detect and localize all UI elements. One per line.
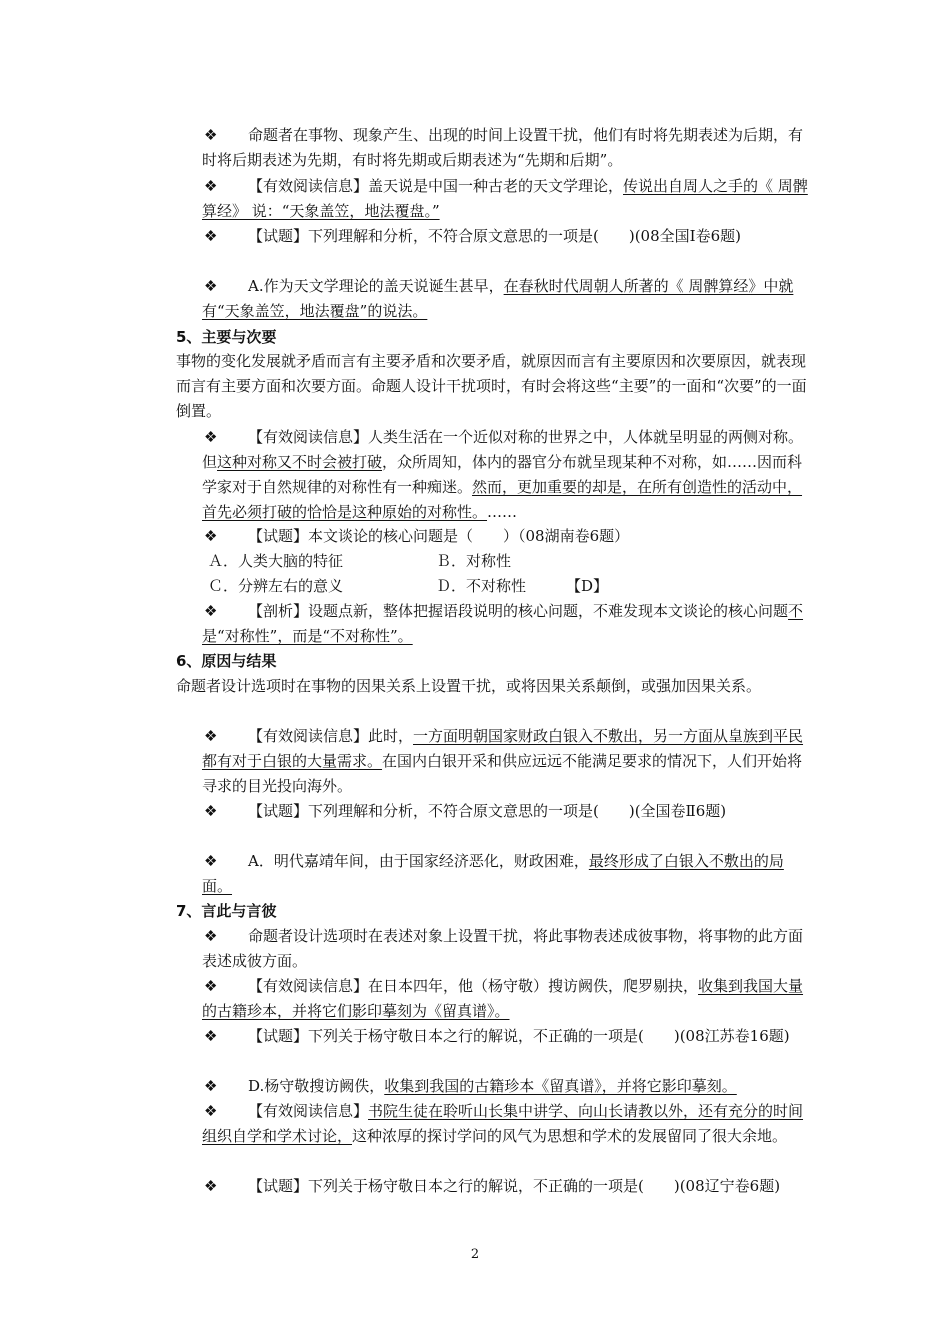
answer-block-1: ❖ A.作为天文学理论的盖天说诞生甚早，在春秋时代周朝人所著的《 周髀算经》中就有“天象盖笠，地法覆盘”的说法。 bbox=[202, 274, 812, 324]
option-d: Ｄ．不对称性 bbox=[436, 577, 527, 595]
option-c: Ｃ．分辨左右的意义 bbox=[208, 577, 344, 595]
bullet-icon: ❖ bbox=[204, 802, 218, 820]
bullet-icon: ❖ bbox=[204, 977, 218, 995]
bullet-icon: ❖ bbox=[204, 227, 218, 245]
section-heading-6: 6、原因与结果 bbox=[176, 652, 277, 670]
question-block-symmetry: ❖ 【试题】本文谈论的核心问题是（ ）（08湖南卷6题） bbox=[202, 524, 812, 549]
paragraph-object-interference: ❖ 命题者设计选项时在表述对象上设置干扰，将此事物表述成彼事物，将事物的此方面表述成彼方面。 bbox=[202, 924, 812, 974]
answer-block-silver: ❖ A．明代嘉靖年间，由于国家经济恶化，财政困难，最终形成了白银入不敷出的局面。 bbox=[202, 849, 812, 899]
option-b: Ｂ．对称性 bbox=[436, 552, 512, 570]
info-block-yang: ❖ 【有效阅读信息】在日本四年，他（杨守敬）搜访阙佚，爬罗剔抉，收集到我国大量的古籍珍本，并将它们影印摹刻为《留真谱》。 bbox=[202, 974, 812, 1024]
bullet-icon: ❖ bbox=[204, 527, 218, 545]
info-block-gaitian: ❖ 【有效阅读信息】盖天说是中国一种古老的天文学理论，传说出自周人之手的《 周髀算经》 说：“天象盖笠，地法覆盘。” bbox=[202, 174, 812, 224]
bullet-icon: ❖ bbox=[204, 126, 218, 144]
bullet-icon: ❖ bbox=[204, 852, 218, 870]
paragraph-time-interference: ❖ 命题者在事物、现象产生、出现的时间上设置干扰，他们有时将先期表述为后期，有时将后期表述为先期，有时将先期或后期表述为“先期和后期”。 bbox=[202, 123, 812, 173]
bullet-icon: ❖ bbox=[204, 1102, 218, 1120]
answer-block-d: ❖ D.杨守敬搜访阙佚，收集到我国的古籍珍本《留真谱》，并将它影印摹刻。 bbox=[202, 1074, 812, 1099]
section-5-intro: 事物的变化发展就矛盾而言有主要矛盾和次要矛盾，就原因而言有主要原因和次要原因，就表现而言有主要方面和次要方面。命题人设计干扰项时，有时会将这些“主要”的一面和“次要”的一面倒置。 bbox=[176, 352, 807, 420]
question-block-liaoning: ❖ 【试题】下列关于杨守敬日本之行的解说，不正确的一项是( )(08辽宁卷6题) bbox=[202, 1174, 812, 1199]
question-block-1: ❖ 【试题】下列理解和分析，不符合原文意思的一项是( )(08全国Ⅰ卷6题) bbox=[202, 224, 812, 249]
info-block-silver: ❖ 【有效阅读信息】此时，一方面明朝国家财政白银入不敷出，另一方面从皇族到平民都有对于白银的大量需求。在国内白银开采和供应远远不能满足要求的情况下，人们开始将寻求的目光投向海外。 bbox=[202, 724, 812, 799]
answer-label: 【D】 bbox=[566, 577, 609, 595]
question-block-silver: ❖ 【试题】下列理解和分析，不符合原文意思的一项是( )(全国卷Ⅱ6题) bbox=[202, 799, 812, 824]
bullet-icon: ❖ bbox=[204, 428, 218, 446]
bullet-icon: ❖ bbox=[204, 1077, 218, 1095]
bullet-icon: ❖ bbox=[204, 177, 218, 195]
page-number: 2 bbox=[470, 1247, 480, 1262]
bullet-icon: ❖ bbox=[204, 277, 218, 295]
analysis-block: ❖ 【剖析】设题点新，整体把握语段说明的核心问题，不难发现本文谈论的核心问题不是“对称性”，而是“不对称性”。 bbox=[202, 599, 812, 649]
option-a: Ａ．人类大脑的特征 bbox=[208, 552, 344, 570]
section-heading-7: 7、言此与言彼 bbox=[176, 902, 277, 920]
section-6-intro: 命题者设计选项时在事物的因果关系上设置干扰，或将因果关系颠倒，或强加因果关系。 bbox=[176, 677, 762, 695]
section-heading-5: 5、主要与次要 bbox=[176, 328, 277, 346]
bullet-icon: ❖ bbox=[204, 1177, 218, 1195]
bullet-icon: ❖ bbox=[204, 602, 218, 620]
info-block-academy: ❖ 【有效阅读信息】书院生徒在聆听山长集中讲学、向山长请教以外，还有充分的时间组织自学和学术讨论，这种浓厚的探讨学问的风气为思想和学术的发展留同了很大余地。 bbox=[202, 1099, 812, 1149]
bullet-icon: ❖ bbox=[204, 727, 218, 745]
question-block-jiangsu: ❖ 【试题】下列关于杨守敬日本之行的解说，不正确的一项是( )(08江苏卷16题) bbox=[202, 1024, 812, 1049]
bullet-icon: ❖ bbox=[204, 927, 218, 945]
bullet-icon: ❖ bbox=[204, 1027, 218, 1045]
info-block-symmetry: ❖ 【有效阅读信息】人类生活在一个近似对称的世界之中，人体就呈明显的两侧对称。但这种对称又不时会被打破，众所周知，体内的器官分布就呈现某种不对称，如……因而科学家对于自然规律的对称性有一种痴迷。然而，更加重要的却是，在所有创造性的活动中，首先必须打破的恰恰是这种原始的对称性。…… bbox=[202, 425, 812, 525]
